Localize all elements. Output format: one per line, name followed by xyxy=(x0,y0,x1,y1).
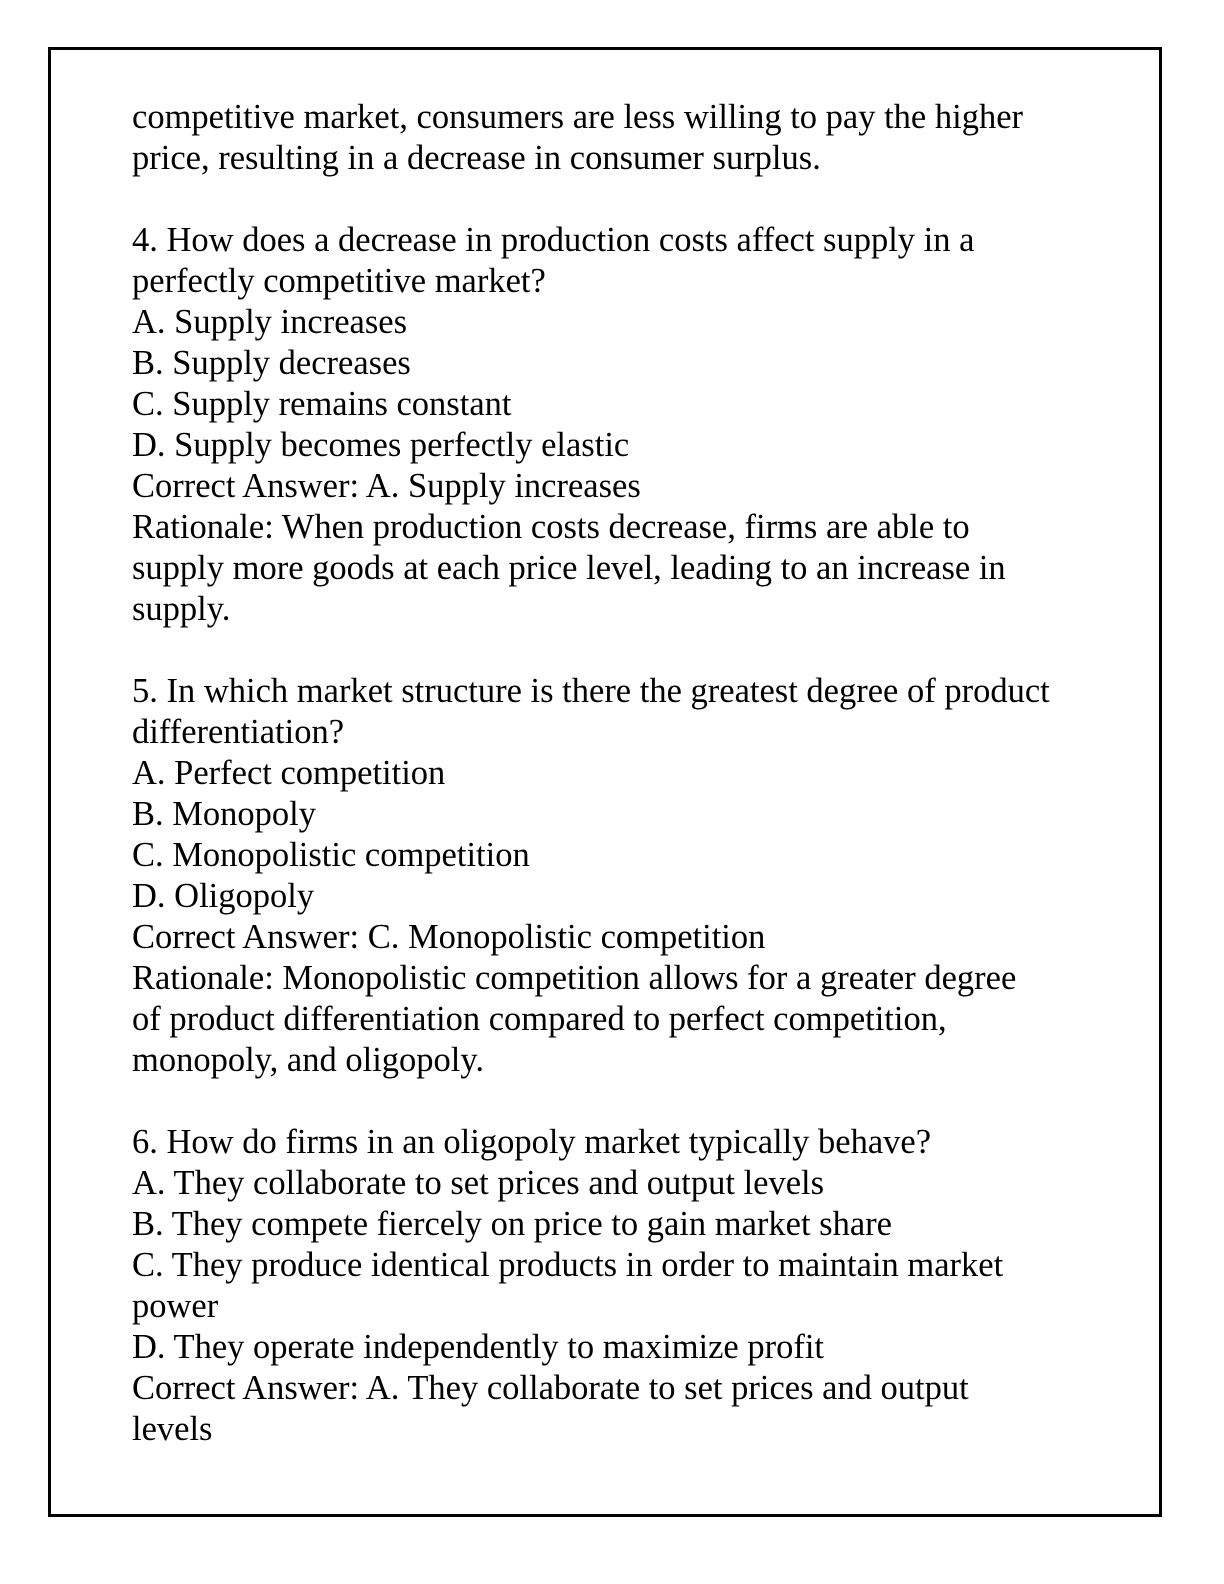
paragraph-gap xyxy=(132,179,1102,220)
correct-answer: Correct Answer: C. Monopolistic competition xyxy=(132,918,766,956)
text-line: price, resulting in a decrease in consumer surplus. xyxy=(132,139,821,177)
option-a: A. Perfect competition xyxy=(132,754,446,792)
question-4 xyxy=(132,220,1102,630)
question-text: 6. How do firms in an oligopoly market typically behave? xyxy=(132,1123,932,1161)
option-b: B. They compete fiercely on price to gain market share xyxy=(132,1205,892,1243)
previous-rationale-continuation xyxy=(132,97,1102,179)
option-c: C. Monopolistic competition xyxy=(132,836,530,874)
rationale: monopoly, and oligopoly. xyxy=(132,1041,485,1079)
option-d: D. Supply becomes perfectly elastic xyxy=(132,426,630,464)
rationale: supply. xyxy=(132,590,231,628)
paragraph-gap xyxy=(132,1081,1102,1122)
rationale: of product differentiation compared to perfect competition, xyxy=(132,1000,947,1038)
option-d: D. They operate independently to maximize profit xyxy=(132,1328,825,1366)
question-text: perfectly competitive market? xyxy=(132,262,546,300)
option-c-continued: power xyxy=(132,1287,219,1325)
option-a: A. They collaborate to set prices and output levels xyxy=(132,1164,825,1202)
question-text: 4. How does a decrease in production costs affect supply in a xyxy=(132,221,975,259)
option-c: C. Supply remains constant xyxy=(132,385,512,423)
option-d: D. Oligopoly xyxy=(132,877,315,915)
correct-answer: Correct Answer: A. Supply increases xyxy=(132,467,641,505)
text-line: competitive market, consumers are less willing to pay the higher xyxy=(132,98,1024,136)
question-text: 5. In which market structure is there the greatest degree of product xyxy=(132,672,1050,710)
correct-answer: levels xyxy=(132,1410,213,1448)
question-5 xyxy=(132,671,1102,1081)
rationale: supply more goods at each price level, leading to an increase in xyxy=(132,549,1006,587)
option-a: A. Supply increases xyxy=(132,303,407,341)
document-body xyxy=(132,97,1102,1450)
rationale: Rationale: When production costs decrease, firms are able to xyxy=(132,508,970,546)
option-c: C. They produce identical products in order to maintain market xyxy=(132,1246,1004,1284)
question-text: differentiation? xyxy=(132,713,345,751)
paragraph-gap xyxy=(132,630,1102,671)
correct-answer: Correct Answer: A. They collaborate to set prices and output xyxy=(132,1369,969,1407)
question-6 xyxy=(132,1122,1102,1450)
option-b: B. Monopoly xyxy=(132,795,317,833)
option-b: B. Supply decreases xyxy=(132,344,411,382)
rationale: Rationale: Monopolistic competition allows for a greater degree xyxy=(132,959,1017,997)
